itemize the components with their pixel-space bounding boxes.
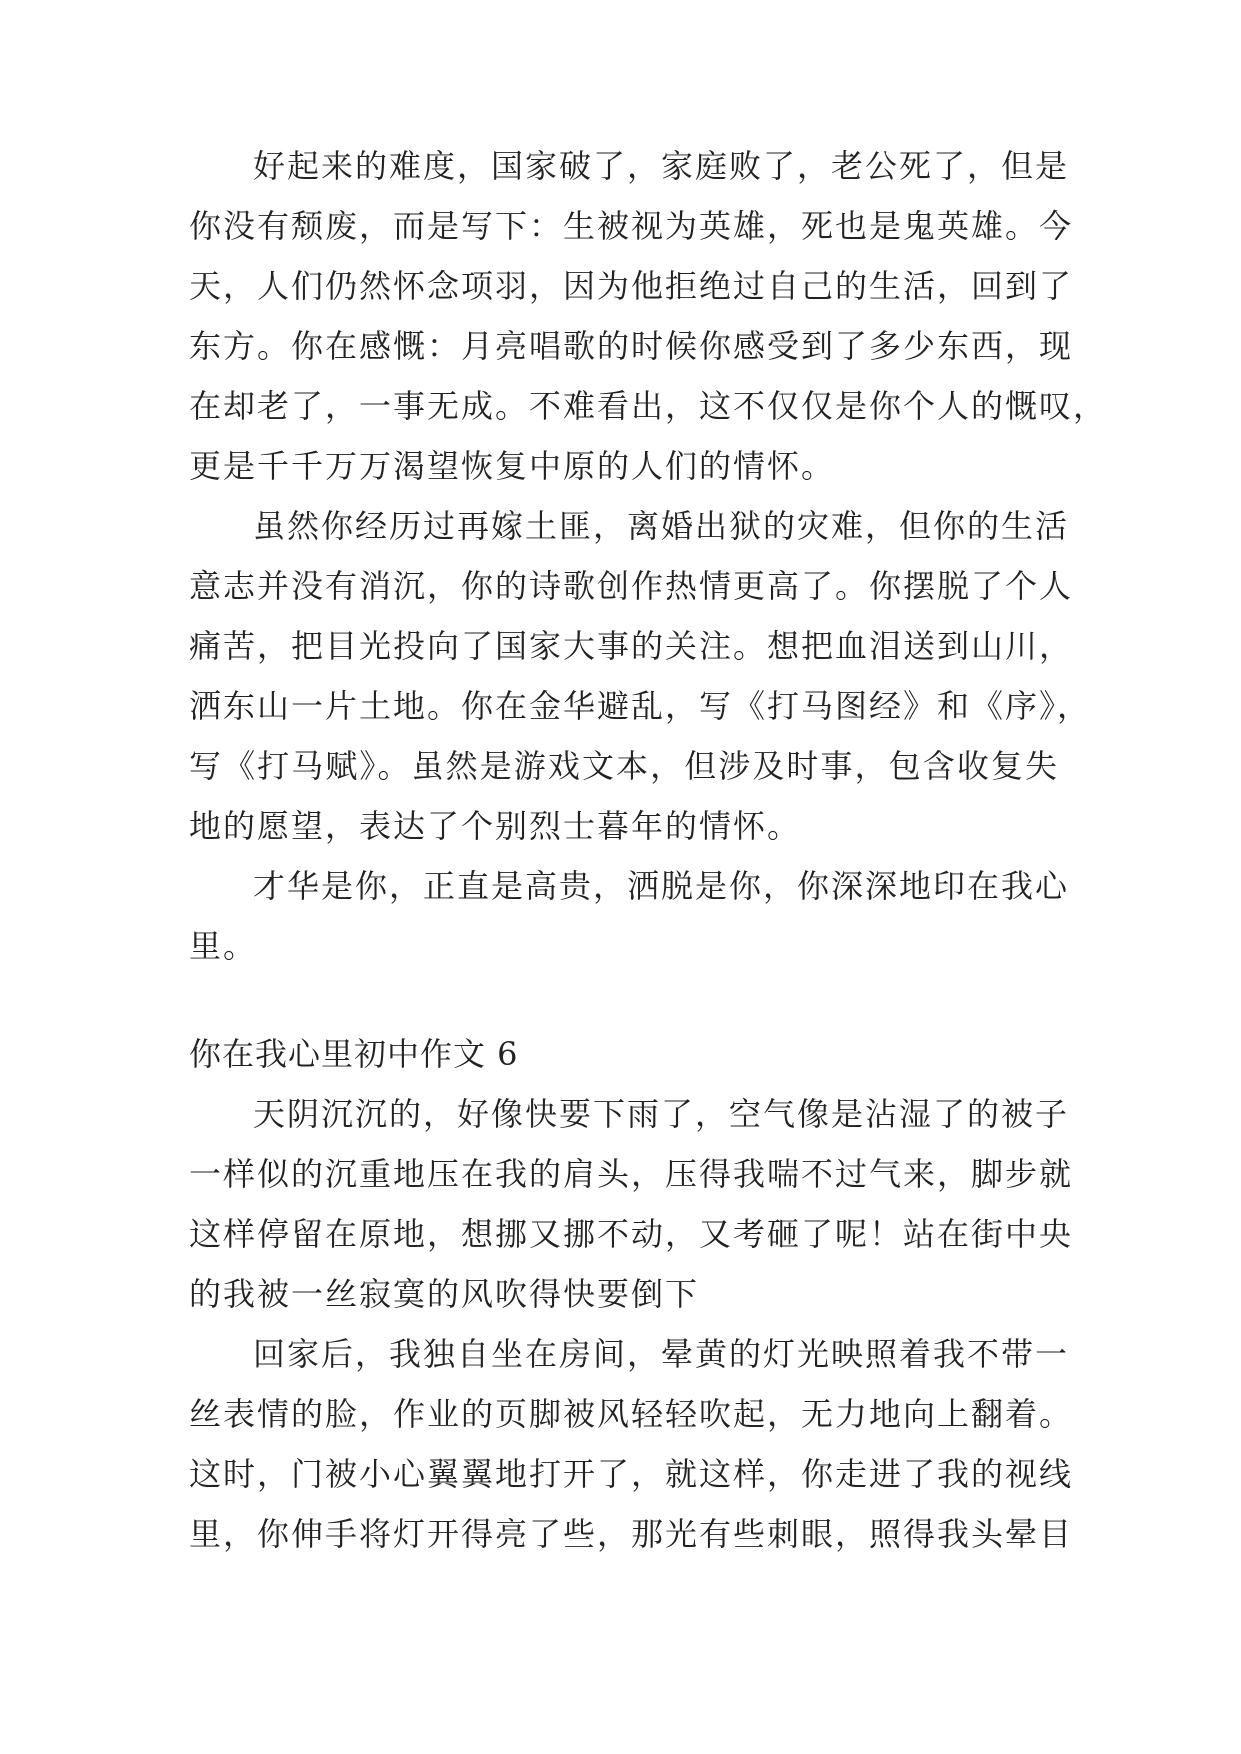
paragraph-line: 地的愿望，表达了个别烈士暮年的情怀。 xyxy=(189,807,802,845)
section-heading: 你在我心里初中作文 6 xyxy=(189,1035,519,1073)
paragraph-line: 洒东山一片土地。你在金华避乱，写《打马图经》和《序》， xyxy=(189,687,1092,725)
paragraph-line: 里，你伸手将灯开得亮了些，那光有些刺眼，照得我头晕目 xyxy=(189,1515,1074,1553)
paragraph-line: 的我被一丝寂寞的风吹得快要倒下 xyxy=(189,1275,700,1313)
paragraph-line: 回家后，我独自坐在房间，晕黄的灯光映照着我不带一 xyxy=(253,1335,1070,1373)
paragraph-line: 好起来的难度，国家破了，家庭败了，老公死了，但是 xyxy=(253,147,1070,185)
paragraph-line: 你没有颓废，而是写下：生被视为英雄，死也是鬼英雄。今 xyxy=(189,207,1074,245)
paragraph-line: 东方。你在感慨：月亮唱歌的时候你感受到了多少东西，现 xyxy=(189,327,1074,365)
paragraph-line: 里。 xyxy=(189,927,258,965)
paragraph-line: 天，人们仍然怀念项羽，因为他拒绝过自己的生活，回到了 xyxy=(189,267,1074,305)
paragraph-line: 天阴沉沉的，好像快要下雨了，空气像是沾湿了的被子 xyxy=(253,1095,1070,1133)
paragraph-line: 在却老了，一事无成。不难看出，这不仅仅是你个人的慨叹， xyxy=(189,387,1108,425)
paragraph-line: 痛苦，把目光投向了国家大事的关注。想把血泪送到山川， xyxy=(189,627,1074,665)
paragraph-line: 才华是你，正直是高贵，洒脱是你，你深深地印在我心 xyxy=(253,867,1070,905)
paragraph-line: 一样似的沉重地压在我的肩头，压得我喘不过气来，脚步就 xyxy=(189,1155,1074,1193)
paragraph-line: 这时，门被小心翼翼地打开了，就这样，你走进了我的视线 xyxy=(189,1455,1074,1493)
paragraph-line: 这样停留在原地，想挪又挪不动，又考砸了呢！站在街中央 xyxy=(189,1215,1074,1253)
paragraph-line: 丝表情的脸，作业的页脚被风轻轻吹起，无力地向上翻着。 xyxy=(189,1395,1074,1433)
paragraph-line: 意志并没有消沉，你的诗歌创作热情更高了。你摆脱了个人 xyxy=(189,567,1074,605)
paragraph-line: 写《打马赋》。虽然是游戏文本，但涉及时事，包含收复失 xyxy=(189,747,1059,785)
paragraph-line: 更是千千万万渴望恢复中原的人们的情怀。 xyxy=(189,447,836,485)
paragraph-line: 虽然你经历过再嫁土匪，离婚出狱的灾难，但你的生活 xyxy=(253,507,1070,545)
